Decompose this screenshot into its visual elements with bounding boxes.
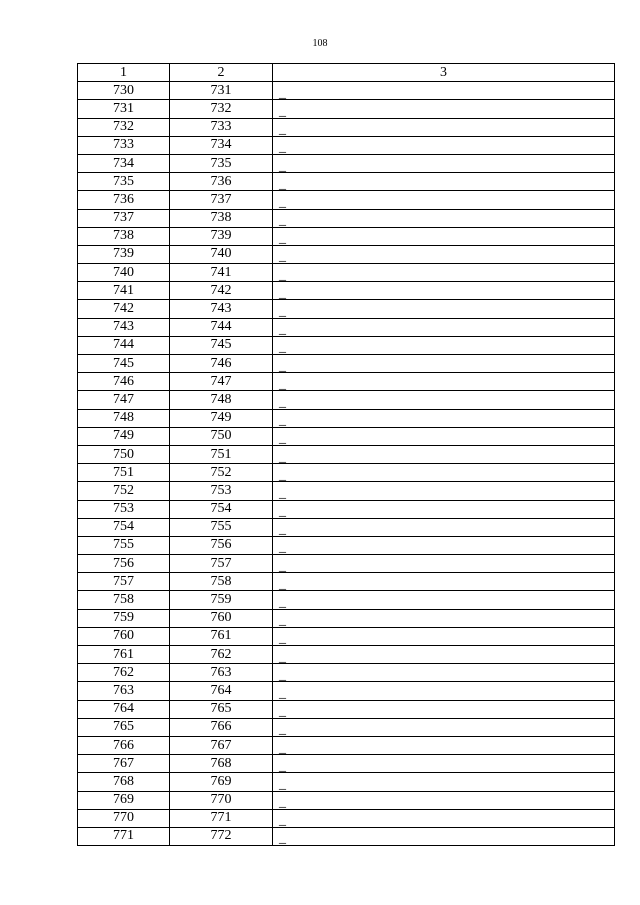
table-cell-col2: 772 [170, 827, 273, 845]
table-cell-col1: 765 [78, 718, 170, 736]
dash-mark: _ [279, 231, 286, 247]
dash-mark: _ [279, 449, 286, 465]
dash-mark: _ [279, 704, 286, 720]
table-cell-col2: 765 [170, 700, 273, 718]
dash-mark: _ [279, 103, 286, 119]
column-header-2: 2 [170, 64, 273, 82]
table-cell-col1: 745 [78, 355, 170, 373]
table-row [78, 391, 615, 409]
table-row [78, 591, 615, 609]
table-cell-col3 [273, 391, 615, 409]
table-cell-col1: 735 [78, 173, 170, 191]
dash-mark: _ [279, 413, 286, 429]
table-header-row [78, 64, 615, 82]
table-cell-col2: 751 [170, 445, 273, 463]
table-cell-col2: 758 [170, 573, 273, 591]
table-row [78, 627, 615, 645]
table-cell-col1: 746 [78, 373, 170, 391]
table-cell-col3 [273, 609, 615, 627]
table-cell-col3 [273, 827, 615, 845]
table-cell-col2: 763 [170, 664, 273, 682]
table-cell-col2: 761 [170, 627, 273, 645]
table-cell-col2: 768 [170, 755, 273, 773]
table-row [78, 646, 615, 664]
table-cell-col2: 743 [170, 300, 273, 318]
table-cell-col2: 760 [170, 609, 273, 627]
dash-mark: _ [279, 776, 286, 792]
table-cell-col1: 734 [78, 154, 170, 172]
table-row [78, 82, 615, 100]
table-row [78, 427, 615, 445]
table-cell-col1: 748 [78, 409, 170, 427]
table-cell-col3 [273, 555, 615, 573]
table-cell-col2: 762 [170, 646, 273, 664]
table-cell-col3 [273, 82, 615, 100]
table-cell-col3 [273, 445, 615, 463]
table-cell-col1: 755 [78, 536, 170, 554]
table-cell-col3 [273, 336, 615, 354]
table-row [78, 191, 615, 209]
data-table [77, 63, 615, 846]
table-cell-col1: 742 [78, 300, 170, 318]
table-row [78, 154, 615, 172]
table-cell-col3 [273, 373, 615, 391]
dash-mark: _ [279, 194, 286, 210]
table-cell-col3 [273, 664, 615, 682]
table-cell-col1: 764 [78, 700, 170, 718]
table-row [78, 773, 615, 791]
table-cell-col3 [273, 700, 615, 718]
table-cell-col1: 768 [78, 773, 170, 791]
table-row [78, 482, 615, 500]
table-row [78, 464, 615, 482]
dash-mark: _ [279, 467, 286, 483]
dash-mark: _ [279, 722, 286, 738]
table-cell-col1: 730 [78, 82, 170, 100]
table-cell-col3 [273, 118, 615, 136]
table-row [78, 609, 615, 627]
table-row [78, 264, 615, 282]
table-cell-col1: 757 [78, 573, 170, 591]
table-row [78, 718, 615, 736]
table-cell-col3 [273, 809, 615, 827]
table-cell-col2: 746 [170, 355, 273, 373]
table-cell-col1: 737 [78, 209, 170, 227]
table-cell-col2: 771 [170, 809, 273, 827]
table-cell-col2: 748 [170, 391, 273, 409]
table-cell-col2: 750 [170, 427, 273, 445]
table-cell-col2: 734 [170, 136, 273, 154]
table-cell-col3 [273, 518, 615, 536]
dash-mark: _ [279, 376, 286, 392]
table-cell-col1: 744 [78, 336, 170, 354]
table-cell-col3 [273, 427, 615, 445]
dash-mark: _ [279, 631, 286, 647]
dash-mark: _ [279, 685, 286, 701]
table-cell-col3 [273, 500, 615, 518]
table-row [78, 500, 615, 518]
table-cell-col1: 733 [78, 136, 170, 154]
table-cell-col1: 731 [78, 100, 170, 118]
table-cell-col2: 753 [170, 482, 273, 500]
table-cell-col2: 738 [170, 209, 273, 227]
dash-mark: _ [279, 140, 286, 156]
table-cell-col3 [273, 682, 615, 700]
table-cell-col2: 759 [170, 591, 273, 609]
table-cell-col1: 752 [78, 482, 170, 500]
table-cell-col2: 737 [170, 191, 273, 209]
table-cell-col3 [273, 464, 615, 482]
table-cell-col2: 745 [170, 336, 273, 354]
table-cell-col1: 767 [78, 755, 170, 773]
table-cell-col2: 749 [170, 409, 273, 427]
table-cell-col2: 755 [170, 518, 273, 536]
table-row [78, 809, 615, 827]
table-cell-col3 [273, 355, 615, 373]
dash-mark: _ [279, 358, 286, 374]
table-cell-col1: 736 [78, 191, 170, 209]
table-row [78, 336, 615, 354]
dash-mark: _ [279, 613, 286, 629]
table-row [78, 173, 615, 191]
dash-mark: _ [279, 176, 286, 192]
table-cell-col2: 733 [170, 118, 273, 136]
table-row [78, 282, 615, 300]
table-cell-col2: 752 [170, 464, 273, 482]
page-number: 108 [312, 38, 328, 49]
table-row [78, 536, 615, 554]
table-cell-col1: 762 [78, 664, 170, 682]
table-row [78, 227, 615, 245]
table-cell-col1: 759 [78, 609, 170, 627]
table-cell-col1: 760 [78, 627, 170, 645]
dash-mark: _ [279, 831, 286, 847]
table-cell-col2: 766 [170, 718, 273, 736]
dash-mark: _ [279, 813, 286, 829]
dash-mark: _ [279, 431, 286, 447]
table-cell-col2: 736 [170, 173, 273, 191]
table-cell-col1: 771 [78, 827, 170, 845]
dash-mark: _ [279, 85, 286, 101]
table-cell-col1: 751 [78, 464, 170, 482]
table-cell-col2: 735 [170, 154, 273, 172]
table-row [78, 555, 615, 573]
table-cell-col3 [273, 791, 615, 809]
column-header-1: 1 [78, 64, 170, 82]
table-cell-col2: 741 [170, 264, 273, 282]
table-cell-col2: 764 [170, 682, 273, 700]
table-cell-col1: 756 [78, 555, 170, 573]
table-row [78, 827, 615, 845]
table-cell-col1: 732 [78, 118, 170, 136]
table-cell-col1: 738 [78, 227, 170, 245]
table-cell-col1: 769 [78, 791, 170, 809]
table-cell-col1: 743 [78, 318, 170, 336]
table-cell-col3 [273, 573, 615, 591]
table-cell-col2: 770 [170, 791, 273, 809]
table-cell-col3 [273, 173, 615, 191]
table-cell-col3 [273, 627, 615, 645]
table-cell-col1: 749 [78, 427, 170, 445]
dash-mark: _ [279, 595, 286, 611]
table-cell-col3 [273, 245, 615, 263]
table-cell-col3 [273, 755, 615, 773]
dash-mark: _ [279, 213, 286, 229]
dash-mark: _ [279, 795, 286, 811]
table-cell-col3 [273, 154, 615, 172]
table-cell-col2: 767 [170, 736, 273, 754]
table-row [78, 791, 615, 809]
table-row [78, 136, 615, 154]
table-row [78, 409, 615, 427]
table-cell-col2: 739 [170, 227, 273, 245]
column-header-3: 3 [273, 64, 615, 82]
table-cell-col3 [273, 718, 615, 736]
table-row [78, 682, 615, 700]
table-cell-col1: 770 [78, 809, 170, 827]
table-row [78, 700, 615, 718]
dash-mark: _ [279, 649, 286, 665]
dash-mark: _ [279, 249, 286, 265]
table-cell-col3 [273, 136, 615, 154]
table-cell-col2: 747 [170, 373, 273, 391]
dash-mark: _ [279, 667, 286, 683]
table-row [78, 373, 615, 391]
dash-mark: _ [279, 540, 286, 556]
table-cell-col2: 756 [170, 536, 273, 554]
table-cell-col1: 753 [78, 500, 170, 518]
table-cell-col1: 750 [78, 445, 170, 463]
table-row [78, 755, 615, 773]
table-cell-col1: 747 [78, 391, 170, 409]
table-cell-col3 [273, 100, 615, 118]
table-row [78, 300, 615, 318]
table-cell-col2: 740 [170, 245, 273, 263]
table-body [78, 82, 615, 846]
table-cell-col3 [273, 227, 615, 245]
table-cell-col1: 761 [78, 646, 170, 664]
table-cell-col2: 731 [170, 82, 273, 100]
dash-mark: _ [279, 267, 286, 283]
table-cell-col3 [273, 736, 615, 754]
table-row [78, 318, 615, 336]
dash-mark: _ [279, 558, 286, 574]
table-cell-col3 [273, 209, 615, 227]
table-cell-col1: 740 [78, 264, 170, 282]
table-cell-col2: 769 [170, 773, 273, 791]
table-cell-col3 [273, 264, 615, 282]
table-cell-col3 [273, 482, 615, 500]
table-cell-col3 [273, 536, 615, 554]
table-cell-col1: 766 [78, 736, 170, 754]
dash-mark: _ [279, 504, 286, 520]
dash-mark: _ [279, 740, 286, 756]
table-cell-col3 [273, 409, 615, 427]
table-cell-col2: 742 [170, 282, 273, 300]
dash-mark: _ [279, 158, 286, 174]
table-row [78, 664, 615, 682]
table-row [78, 736, 615, 754]
table-cell-col1: 763 [78, 682, 170, 700]
dash-mark: _ [279, 485, 286, 501]
table-cell-col3 [273, 300, 615, 318]
table-row [78, 355, 615, 373]
table-cell-col1: 758 [78, 591, 170, 609]
table-cell-col1: 754 [78, 518, 170, 536]
table-cell-col1: 739 [78, 245, 170, 263]
table-row [78, 100, 615, 118]
table-cell-col3 [273, 282, 615, 300]
dash-mark: _ [279, 758, 286, 774]
table-row [78, 118, 615, 136]
table-cell-col3 [273, 318, 615, 336]
table-row [78, 445, 615, 463]
dash-mark: _ [279, 304, 286, 320]
table-cell-col2: 732 [170, 100, 273, 118]
table-cell-col3 [273, 191, 615, 209]
table-cell-col2: 744 [170, 318, 273, 336]
table-row [78, 245, 615, 263]
table-row [78, 518, 615, 536]
table-cell-col2: 757 [170, 555, 273, 573]
dash-mark: _ [279, 522, 286, 538]
table-cell-col2: 754 [170, 500, 273, 518]
dash-mark: _ [279, 285, 286, 301]
dash-mark: _ [279, 576, 286, 592]
table-cell-col3 [273, 646, 615, 664]
dash-mark: _ [279, 122, 286, 138]
table-cell-col3 [273, 591, 615, 609]
dash-mark: _ [279, 340, 286, 356]
table-row [78, 209, 615, 227]
table-row [78, 573, 615, 591]
table-cell-col3 [273, 773, 615, 791]
dash-mark: _ [279, 322, 286, 338]
table-cell-col1: 741 [78, 282, 170, 300]
dash-mark: _ [279, 394, 286, 410]
